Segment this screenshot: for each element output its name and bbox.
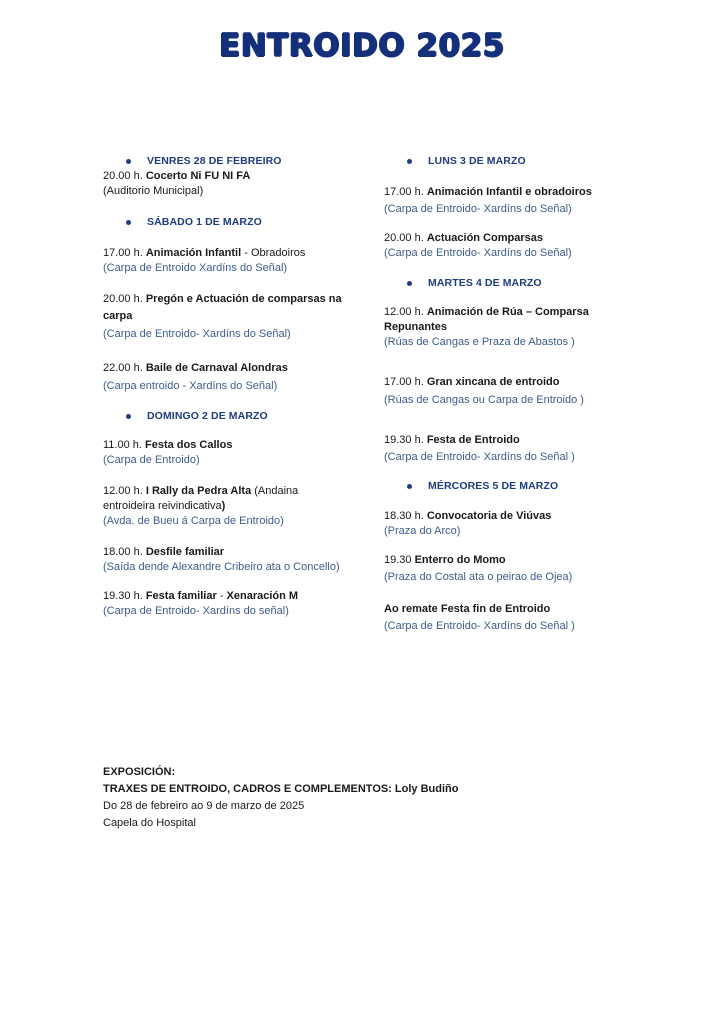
bullet-icon — [407, 159, 412, 164]
event-item — [103, 169, 365, 199]
event-item — [384, 231, 614, 261]
event-place: (Rúas de Cangas ou Carpa de Entroido ) — [384, 394, 584, 406]
exhibition-subtitle: TRAXES DE ENTROIDO, CADROS E COMPLEMENTOS: Loly Budiño — [103, 783, 459, 795]
event-name: Gran xincana de entroido — [426, 376, 560, 388]
day-heading: MARTES 4 DE MARZO — [384, 276, 614, 291]
event-time: 19.30 — [384, 554, 412, 566]
exhibition-dates: Do 28 de febreiro ao 9 de marzo de 2025 — [103, 800, 305, 812]
event-time: 19.30 h. — [103, 590, 143, 602]
bullet-icon — [126, 159, 131, 164]
event-place: (Carpa entroido - Xardíns do Señal) — [103, 380, 278, 392]
bullet-icon — [407, 281, 412, 286]
event-item — [384, 602, 614, 634]
event-name: Baile de Carnaval Alondras — [145, 362, 288, 374]
left-column — [103, 154, 365, 619]
event-place: (Praza do Costal ata o peirao de Ojea) — [384, 571, 573, 583]
bullet-icon — [126, 414, 131, 419]
event-time: 20.00 h. — [103, 293, 143, 305]
event-place: (Carpa de Entroido- Xardíns do señal) — [103, 605, 289, 617]
event-name: Cocerto Ni FU NI FA — [145, 170, 251, 182]
exhibition-heading: EXPOSICIÓN: — [103, 766, 176, 778]
event-name: Festa de Entroido — [426, 434, 520, 446]
event-item — [384, 553, 614, 585]
event-name: Convocatoria de Viúvas — [426, 510, 552, 522]
event-item: 12.00 h. I Rally da Pedra Alta (Andaina entroideira reivindicativa) (Avda. de Bueu á Carpa de Entroido) — [103, 484, 365, 529]
event-item — [384, 509, 614, 539]
event-place: (Carpa de Entroido- Xardíns do Señal ) — [384, 620, 575, 632]
day-heading: LUNS 3 DE MARZO — [384, 154, 614, 169]
event-place: (Rúas de Cangas e Praza de Abastos ) — [384, 336, 575, 348]
day-heading: DOMINGO 2 DE MARZO — [103, 409, 365, 424]
page-title: ENTROIDO 2025 — [219, 28, 505, 64]
event-item: 19.30 h. Festa familiar - Xenaración M (Carpa de Entroido- Xardíns do señal) — [103, 589, 365, 619]
event-time: 11.00 h. — [103, 439, 142, 451]
event-item: 20.00 h. Pregón e Actuación de comparsas na carpa (Carpa de Entroido- Xardíns do Señal) — [103, 292, 365, 342]
event-name: Animación de Rúa – Comparsa — [426, 306, 589, 318]
exhibition-section — [103, 764, 458, 832]
event-time: 22.00 h. — [103, 362, 143, 374]
exhibition-venue: Capela do Hospital — [103, 817, 196, 829]
event-name: Animación Infantil e obradoiros — [426, 186, 592, 198]
event-place: (Auditorio Municipal) — [103, 185, 204, 197]
event-place: (Carpa de Entroido) — [103, 454, 200, 466]
event-time: 12.00 h. — [103, 485, 143, 497]
event-time: 17.00 h. — [384, 186, 424, 198]
day-heading: MÉRCORES 5 DE MARZO — [384, 479, 614, 494]
event-name: Ao remate Festa fin de Entroido — [384, 603, 551, 615]
bullet-icon — [126, 220, 131, 225]
event-item: 12.00 h. Animación de Rúa – Comparsa Repunantes (Rúas de Cangas e Praza de Abastos ) — [384, 305, 614, 350]
day-heading: SÁBADO 1 DE MARZO — [103, 215, 365, 230]
event-place: (Carpa de Entroido- Xardíns do Señal) — [384, 247, 572, 259]
event-name: Pregón e Actuación de comparsas na — [145, 293, 342, 305]
event-place: (Praza do Arco) — [384, 525, 461, 537]
event-time: 20.00 h. — [384, 232, 424, 244]
event-item — [384, 433, 614, 465]
event-time: 19.30 h. — [384, 434, 424, 446]
event-place: (Carpa de Entroido- Xardíns do Señal) — [384, 203, 572, 215]
event-item — [384, 185, 614, 217]
event-time: 17.00 h. — [384, 376, 424, 388]
event-name: I Rally da Pedra Alta — [145, 485, 252, 497]
event-item — [103, 545, 365, 575]
event-item — [103, 438, 365, 468]
event-name: Animación Infantil — [145, 247, 242, 259]
event-place: (Saída dende Alexandre Cribeiro ata o Concello) — [103, 561, 340, 573]
event-item: 17.00 h. Animación Infantil - Obradoiros (Carpa de Entroido Xardíns do Señal) — [103, 246, 365, 276]
event-item — [384, 375, 614, 408]
event-name: Festa dos Callos — [145, 439, 233, 451]
event-time: 12.00 h. — [384, 306, 424, 318]
event-time: 20.00 h. — [103, 170, 143, 182]
event-place: (Avda. de Bueu á Carpa de Entroido) — [103, 515, 284, 527]
right-column — [384, 154, 614, 634]
bullet-icon — [407, 484, 412, 489]
event-item — [103, 361, 365, 394]
event-name: Actuación Comparsas — [426, 232, 543, 244]
event-place: (Carpa de Entroido- Xardíns do Señal ) — [384, 451, 575, 463]
event-time: 18.00 h. — [103, 546, 143, 558]
event-name: Festa familiar — [145, 590, 217, 602]
day-heading: VENRES 28 DE FEBREIRO — [103, 154, 365, 169]
event-name: Enterro do Momo — [414, 554, 506, 566]
event-place: (Carpa de Entroido- Xardíns do Señal) — [103, 328, 291, 340]
event-place: (Carpa de Entroido Xardíns do Señal) — [103, 262, 288, 274]
event-name: Desfile familiar — [145, 546, 225, 558]
event-time: 18.30 h. — [384, 510, 424, 522]
event-time: 17.00 h. — [103, 247, 143, 259]
